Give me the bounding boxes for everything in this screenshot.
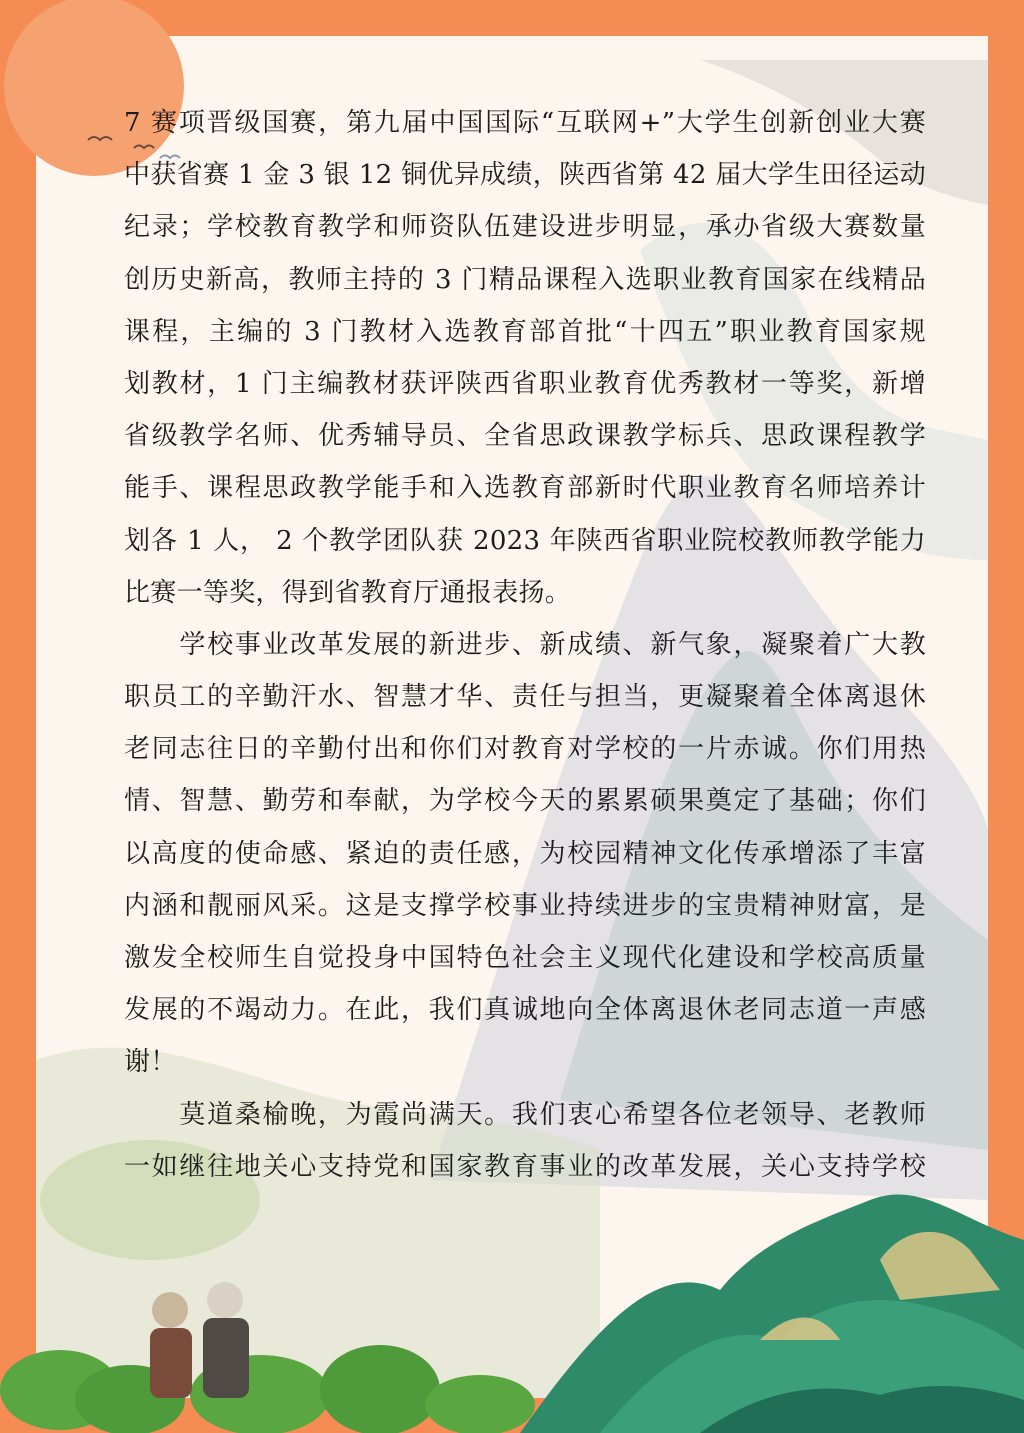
letter-line: 谢！	[124, 1047, 177, 1078]
letter-line: 学校事业改革发展的新进步、新成绩、新气象，凝聚着广大教	[124, 629, 926, 660]
letter-line: 职员工的辛勤汗水、智慧才华、责任与担当，更凝聚着全体离退休	[124, 682, 926, 713]
letter-line: 课程，主编的 3 门教材入选教育部首批“十四五”职业教育国家规	[124, 316, 926, 347]
letter-line: 以高度的使命感、紧迫的责任感，为校园精神文化传承增添了丰富	[124, 838, 926, 869]
letter-line: 内涵和靓丽风采。这是支撑学校事业持续进步的宝贵精神财富，是	[124, 890, 926, 921]
letter-body	[124, 97, 926, 1193]
letter-line: 划各 1 人， 2 个教学团队获 2023 年陕西省职业院校教师教学能力	[124, 525, 926, 556]
letter-line: 比赛一等奖，得到省教育厅通报表扬。	[124, 577, 572, 608]
letter-line: 老同志往日的辛勤付出和你们对教育对学校的一片赤诚。你们用热	[124, 734, 926, 765]
letter-line: 纪录；学校教育教学和师资队伍建设进步明显，承办省级大赛数量	[124, 212, 926, 243]
letter-line: 莫道桑榆晚，为霞尚满天。我们衷心希望各位老领导、老教师	[124, 1099, 926, 1130]
letter-line: 划教材，1 门主编教材获评陕西省职业教育优秀教材一等奖，新增	[124, 368, 926, 399]
letter-line: 能手、课程思政教学能手和入选教育部新时代职业教育名师培养计	[124, 473, 926, 504]
letter-line: 7 赛项晋级国赛，第九届中国国际“互联网+”大学生创新创业大赛	[124, 108, 926, 138]
letter-line: 发展的不竭动力。在此，我们真诚地向全体离退休老同志道一声感	[124, 995, 926, 1026]
letter-line: 创历史新高，教师主持的 3 门精品课程入选职业教育国家在线精品	[124, 264, 926, 295]
letter-line: 一如继往地关心支持党和国家教育事业的改革发展，关心支持学校	[124, 1151, 926, 1182]
letter-line: 激发全校师生自觉投身中国特色社会主义现代化建设和学校高质量	[124, 943, 926, 973]
letter-line: 中获省赛 1 金 3 银 12 铜优异成绩，陕西省第 42 届大学生田径运动	[124, 160, 926, 191]
letter-line: 情、智慧、勤劳和奉献，为学校今天的累累硕果奠定了基础；你们	[124, 786, 926, 817]
letter-line: 省级教学名师、优秀辅导员、全省思政课教学标兵、思政课程教学	[124, 421, 926, 452]
